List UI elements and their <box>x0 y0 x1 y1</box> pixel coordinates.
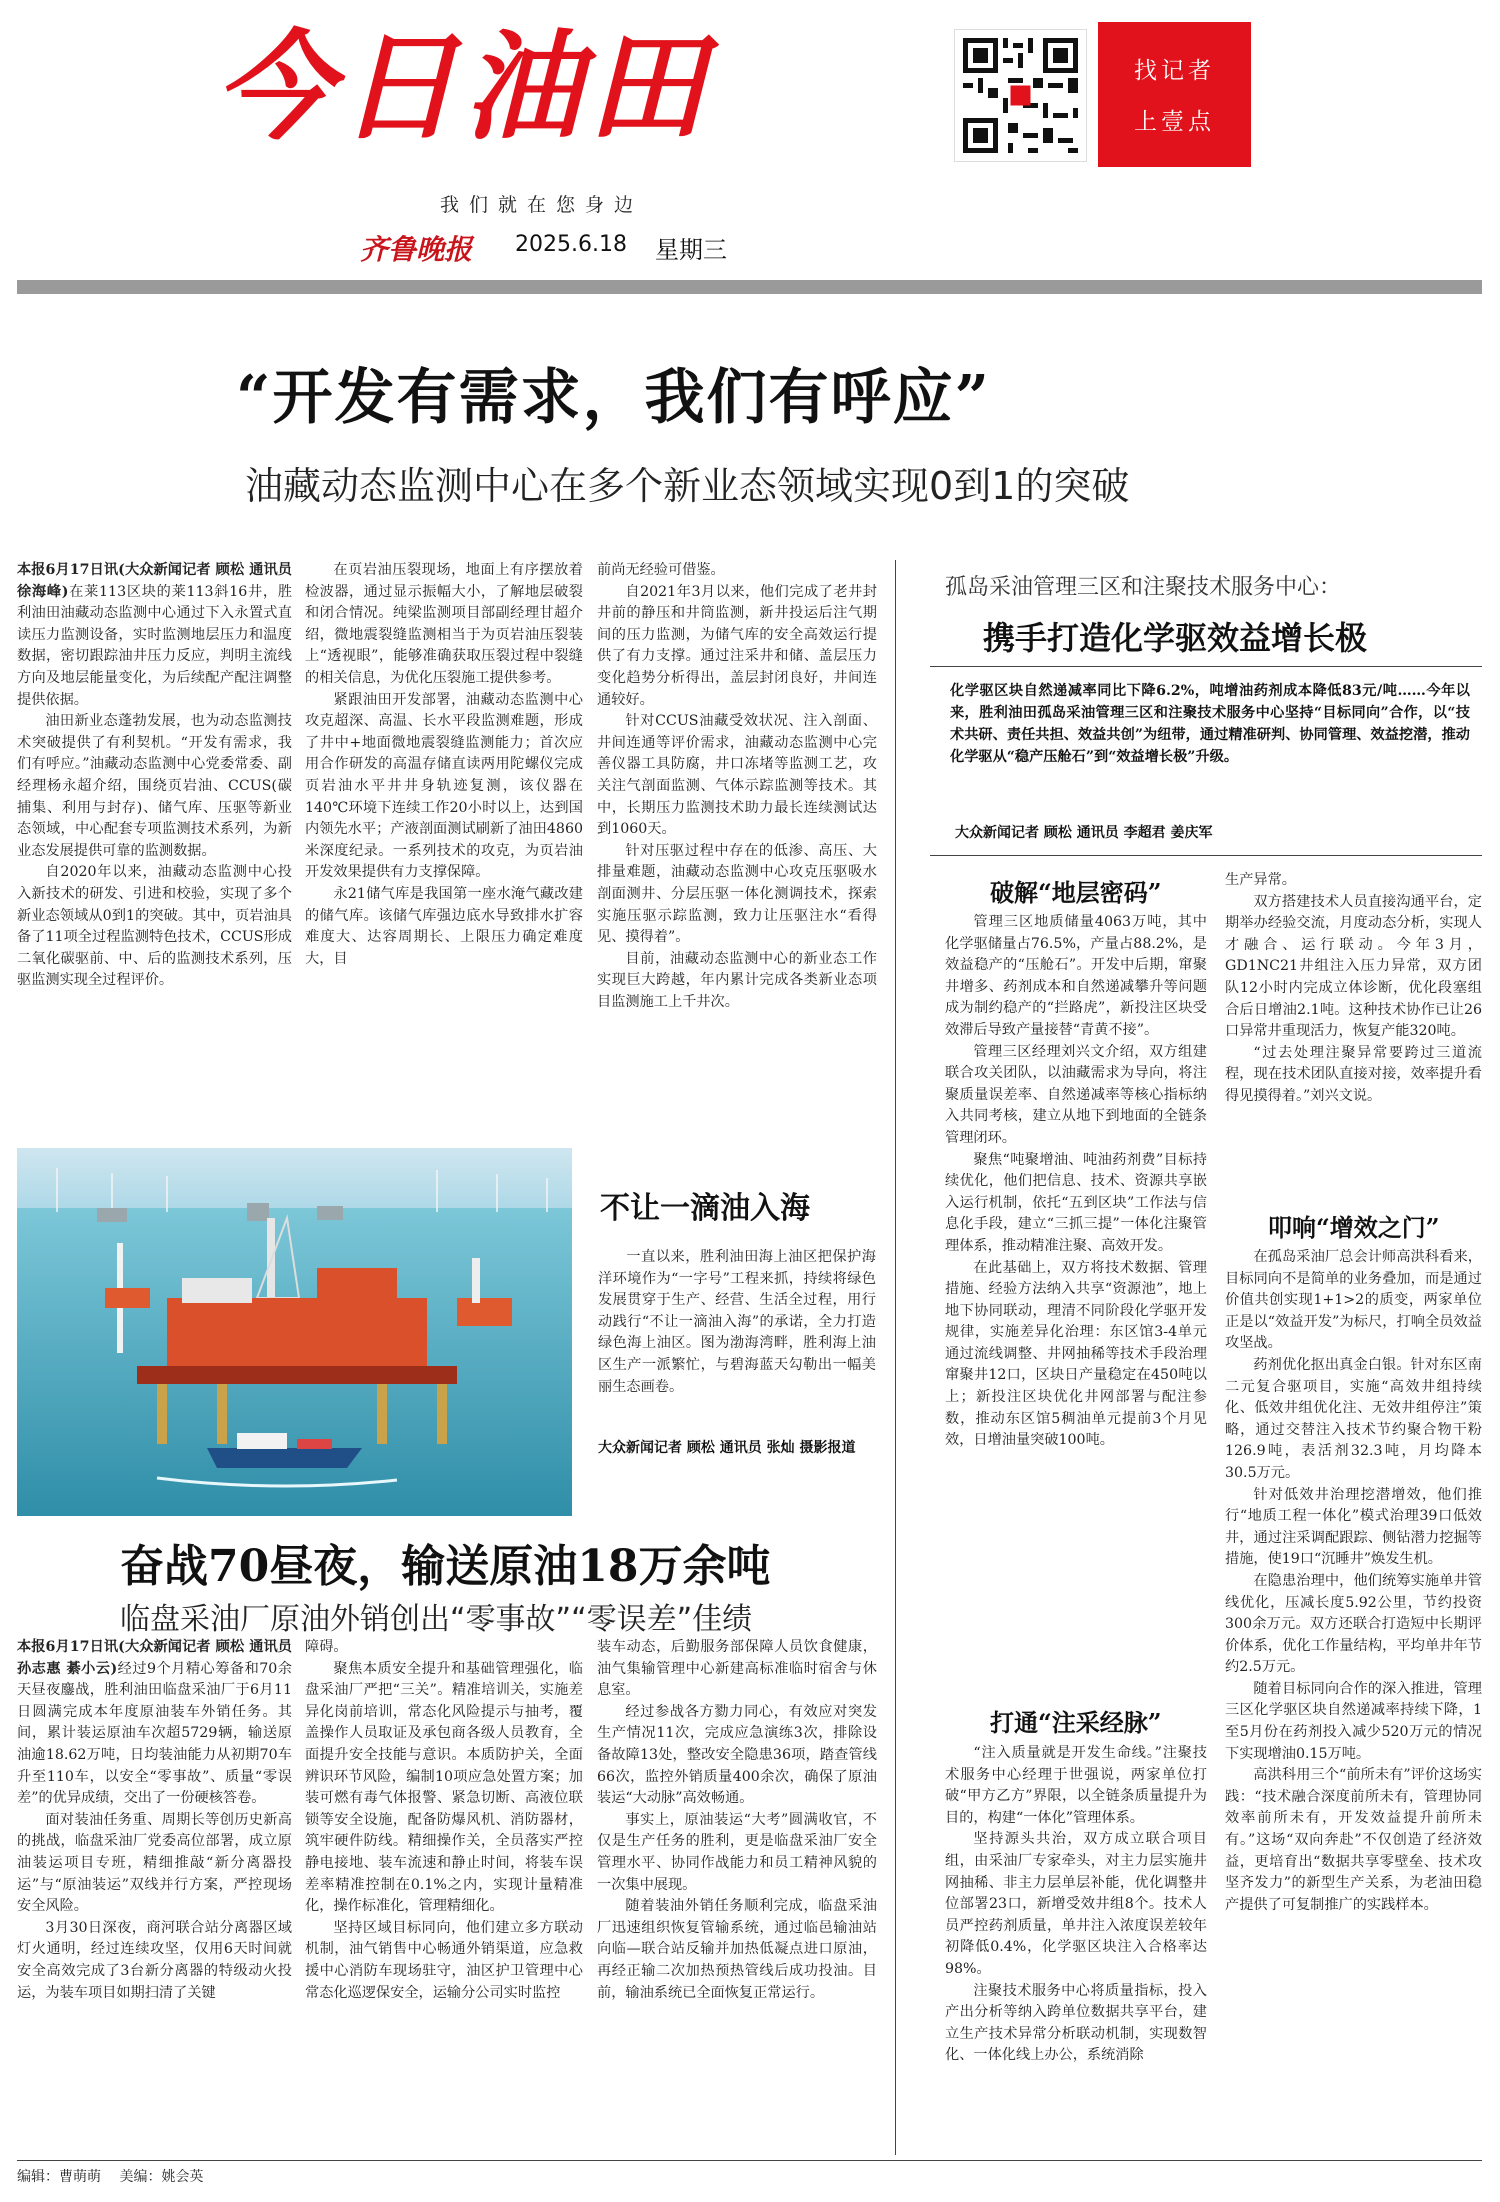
qr-code-icon[interactable] <box>955 30 1086 161</box>
offshore-platform-photo <box>17 1148 572 1516</box>
article1-column-2 <box>305 560 583 1135</box>
article2-lead-byline: 本报6月17日讯(大众新闻记者 顾松 通讯员 孙志惠 綦小云) <box>17 1639 292 1677</box>
article1-paragraph: 目前，油藏动态监测中心的新业态工作实现巨大跨越，年内累计完成各类新业态项目监测施工上千井次。 <box>597 950 877 1010</box>
article2-paragraph: 聚焦本质安全提升和基础管理强化，临盘采油厂严把“三关”。精准培训关，实施差异化岗前培训，常态化风险提示与抽考，覆盖操作人员取证及承包商各级人员教育，全面提升安全技能与意识。本质防护关，全面辨识环节风险，编制10项应急处置方案；加装可燃有毒气体报警、紧急切断、高液位联锁等安全设施，配备防爆风机、消防器材，筑牢硬件防线。精细操作关，全员落实严控静电接地、装车流速和静止时间，将装车误差率精准控制在0.1%之内，实现计量精准化，操作标准化，管理精细化。 <box>305 1660 583 1915</box>
article3-paragraph: 生产异常。 <box>1225 872 1296 888</box>
newspaper-logo: 齐鲁晚报 <box>360 233 473 266</box>
article2-paragraph: 随着装油外销任务顺利完成，临盘采油厂迅速组织恢复管输系统，通过临邑输油站向临—联合站反输并加热低凝点进口原油，再经正输二次加热预热管线后成功投油。目前，输油系统已全面恢复正常运行。 <box>597 1898 877 2001</box>
masthead-divider <box>17 280 1482 294</box>
promo-badge[interactable] <box>1098 22 1251 167</box>
article2-paragraph: 3月30日深夜，商河联合站分离器区域灯火通明，经过连续攻坚，仅用6天时间就安全高效完成了3台新分离器的特级动火投运，为装车项目如期扫清了关键 <box>17 1919 292 2001</box>
article3-paragraph: 针对低效井治理挖潜增效，他们推行“地质工程一体化”模式治理39口低效井，通过注采调配跟踪、侧钻潜力挖掘等措施，使19口“沉睡井”焕发生机。 <box>1225 1486 1482 1568</box>
masthead-motto: 我们就在您身边 <box>440 194 644 216</box>
article3-paragraph: 双方搭建技术人员直接沟通平台，定期举办经验交流，月度动态分析，实现人才融合、运行联动。今年3月，GD1NC21井组注入压力异常，双方团队12小时内完成立体诊断，优化段塞组合后日增油2.1吨。这种技术协作已让26口异常井重现活力，恢复产能320吨。 <box>1225 893 1482 1040</box>
article2-column-2 <box>305 1637 583 2152</box>
article3-rule <box>930 666 1482 667</box>
footer-designer: 美编：姚会英 <box>119 2169 204 2185</box>
article1-column-1 <box>17 560 292 1135</box>
article3-paragraph: 聚焦“吨聚增油、吨油药剂费”目标持续优化，他们把信息、技术、资源共享嵌入运行机制，依托“五到区块”工作法与信息化手段，建立“三抓三提”一体化注聚管理体系，推动精准注聚、高效开发。 <box>945 1151 1207 1254</box>
article1-headline: “开发有需求，我们有呼应” <box>236 363 992 433</box>
article2-paragraph: 面对装油任务重、周期长等创历史新高的挑战，临盘采油厂党委高位部署，成立原油装运项目专班，精细推敲“新分离器投运”与“原油装运”双线并行方案，严控现场安全风险。 <box>17 1811 292 1915</box>
article3-kicker: 孤岛采油管理三区和注聚技术服务中心： <box>945 575 1342 600</box>
article2-paragraph: 障碍。 <box>305 1639 348 1655</box>
article2-paragraph: 经过9个月精心筹备和70余天昼夜鏖战，胜利油田临盘采油厂于6月11日圆满完成本年度原油装车外销任务。其间，累计装运原油车次超5729辆，输送原油逾18.62万吨，日均装油能力从初期70车升至110车，以安全“零事故”、质量“零误差”的优异成绩，交出了一份硬核答卷。 <box>17 1660 292 1807</box>
article1-lead-byline: 本报6月17日讯(大众新闻记者 顾松 通讯员 徐海峰) <box>17 562 292 600</box>
article3-paragraph: 在隐患治理中，他们统筹实施单井管线优化，压减长度5.92公里，节约投资300余万元。双方还联合打造短中长期评价体系，优化工作量结构，平均单井年节约2.5万元。 <box>1225 1572 1482 1676</box>
article3-paragraph: “注入质量就是开发生命线。”注聚技术服务中心经理于世强说，两家单位打破“甲方乙方”界限，以全链条质量提升为目的，构建“一体化”管理体系。 <box>945 1745 1207 1826</box>
article2-paragraph: 坚持区域目标同向，他们建立多方联动机制，油气销售中心畅通外销渠道，应急救援中心消防车现场驻守，油区护卫管理中心常态化巡逻保安全，运输分公司实时监控 <box>305 1919 583 2001</box>
article3-paragraph: “过去处理注聚异常要跨过三道流程，现在技术团队直接对接，效率提升看得见摸得着。”刘兴文说。 <box>1225 1044 1482 1104</box>
article2-column-3 <box>597 1637 877 2152</box>
article2-paragraph: 装车动态，后勤服务部保障人员饮食健康，油气集输管理中心新建高标准临时宿舍与休息室。 <box>597 1639 877 1699</box>
article3-paragraph: 在孤岛采油厂总会计师高洪科看来，目标同向不是简单的业务叠加，而是通过价值共创实现1+1>2的质变，两家单位正是以“效益开发”为标尺，打响全员效益攻坚战。 <box>1225 1249 1482 1352</box>
photo-story-title: 不让一滴油入海 <box>600 1191 810 1226</box>
photo-story-paragraph: 一直以来，胜利油田海上油区把保护海洋环境作为“一字号”工程来抓，持续将绿色发展贯穿于生产、经营、生活全过程，用行动践行“不让一滴油入海”的承诺，全力打造绿色海上油区。图为渤海湾畔，胜利海上油区生产一派繁忙，与碧海蓝天勾勒出一幅美丽生态画卷。 <box>598 1249 876 1395</box>
article3-subheading-1: 破解“地层密码” <box>990 878 1162 907</box>
article3-column-1a <box>945 912 1207 1685</box>
article3-paragraph: 高洪科用三个“前所未有”评价这场实践：“技术融合深度前所未有，管理协同效率前所未有，开发效益提升前所未有。”这场“双向奔赴”不仅创造了经济效益，更培育出“数据共享零壁垒、技术攻坚齐发力”的新型生产关系，为老油田稳产提供了可复制推广的实践样本。 <box>1225 1767 1482 1913</box>
article2-paragraph: 经过参战各方勠力同心，有效应对突发生产情况11次，完成应急演练3次，排除设备故障13处，整改安全隐患36项，踏查管线66次，监控外销质量400余次，确保了原油装运“大动脉”高效畅通。 <box>597 1703 877 1807</box>
masthead-title: 今日油田 <box>215 18 712 156</box>
article3-paragraph: 药剂优化抠出真金白银。针对东区南二元复合驱项目，实施“高效井组持续化、低效井组优化注、无效井组停注”策略，通过交替注入技术节约聚合物干粉126.9吨，表活剂32.3吨，月均降本30.5万元。 <box>1225 1356 1482 1481</box>
article1-paragraph: 在莱113区块的莱113斜16井，胜利油田油藏动态监测中心通过下入永置式直读压力监测设备，实时监测地层压力和温度数据，密切跟踪油井压力反应，判明主流线方向及地层能量变化，为后续配产配注调整提供依据。 <box>17 583 292 708</box>
article2-headline: 奋战70昼夜，输送原油18万余吨 <box>120 1541 771 1592</box>
article1-paragraph: 前尚无经验可借鉴。 <box>597 562 725 578</box>
article3-paragraph: 随着目标同向合作的深入推进，管理三区化学驱区块自然递减率持续下降，1至5月份在药剂投入减少520万元的情况下实现增油0.15万吨。 <box>1225 1680 1482 1762</box>
article3-rule <box>930 855 1482 856</box>
article2-paragraph: 事实上，原油装运“大考”圆满收官，不仅是生产任务的胜利，更是临盘采油厂安全管理水平、协同作战能力和员工精神风貌的一次集中展现。 <box>597 1811 877 1893</box>
issue-weekday: 星期三 <box>655 236 727 264</box>
article3-byline: 大众新闻记者 顾松 通讯员 李超君 姜庆军 <box>955 825 1213 841</box>
footer-editor: 编辑：曹萌萌 <box>17 2169 101 2185</box>
page-footer <box>17 2166 203 2186</box>
article1-paragraph: 在页岩油压裂现场，地面上有序摆放着检波器，通过显示振幅大小，了解地层破裂和闭合情况。纯梁监测项目部副经理甘超介绍，微地震裂缝监测相当于为页岩油压裂装上“透视眼”，能够准确获取压裂过程中裂缝的相关信息，为优化压裂施工提供参考。 <box>305 562 583 686</box>
article3-paragraph: 注聚技术服务中心将质量指标，投入产出分析等纳入跨单位数据共享平台，建立生产技术异常分析联动机制，实现数智化、一体化线上办公，系统消除 <box>945 1982 1207 2064</box>
article3-paragraph: 管理三区地质储量4063万吨，其中化学驱储量占76.5%，产量占88.2%，是效益稳产的“压舱石”。开发中后期，窜聚井增多、药剂成本和自然递减攀升等问题成为制约稳产的“拦路虎”，新投注区块受效滞后导致产量接替“青黄不接”。 <box>945 914 1207 1038</box>
article3-paragraph: 管理三区经理刘兴文介绍，双方组建联合攻关团队，以油藏需求为导向，将注聚质量误差率、自然递减率等核心指标纳入共同考核，建立从地下到地面的全链条管理闭环。 <box>945 1043 1207 1146</box>
promo-line-2: 上壹点 <box>1134 109 1215 135</box>
article3-column-2b <box>1225 1247 1482 2153</box>
article2-subhead: 临盘采油厂原油外销创出“零事故”“零误差”佳绩 <box>120 1602 753 1637</box>
section-divider <box>895 560 896 2155</box>
article1-subhead: 油藏动态监测中心在多个新业态领域实现0到1的突破 <box>245 464 1130 508</box>
article3-lead: 化学驱区块自然递减率同比下降6.2%，吨增油药剂成本降低83元/吨……今年以来，胜利油田孤岛采油管理三区和注聚技术服务中心坚持“目标同向”合作，以“技术共研、责任共担、效益共创”为纽带，通过精准研判、协同管理、效益挖潜，推动化学驱从“稳产压舱石”到“效益增长极”升级。 <box>950 683 1470 765</box>
promo-line-1: 找记者 <box>1134 58 1215 84</box>
article1-paragraph: 自2020年以来，油藏动态监测中心投入新技术的研发、引进和校验，实现了多个新业态领域从0到1的突破。其中，页岩油具备了11项全过程监测特色技术，CCUS形成二氧化碳驱前、中、后的监测技术系列，压驱监测实现全过程评价。 <box>17 864 292 989</box>
article1-paragraph: 针对CCUS油藏受效状况、注入剖面、井间连通等评价需求，油藏动态监测中心完善仪器工具防腐，井口冻堵等监测工艺，攻关注气剖面监测、气体示踪监测等技术。其中，长期压力监测技术助力最长连续测试达到1060天。 <box>597 713 877 838</box>
article1-paragraph: 油田新业态蓬勃发展，也为动态监测技术突破提供了有利契机。“开发有需求，我们有呼应。”油藏动态监测中心党委常委、副经理杨永超介绍，围绕页岩油、CCUS(碳捕集、利用与封存)、储气库、压驱等新业态领域，中心配套专项监测技术系列，为新业态发展提供可靠的监测数据。 <box>17 713 292 859</box>
article3-subheading-2: 打通“注采经脉” <box>990 1708 1162 1737</box>
article3-headline: 携手打造化学驱效益增长极 <box>983 619 1368 657</box>
article3-paragraph: 坚持源头共治，双方成立联合项目组，由采油厂专家牵头，对主力层实施井网抽稀、非主力层单层补能，优化调整井位部署23口，新增受效井组8个。技术人员严控药剂质量，单井注入浓度误差较年初降低0.4%，化学驱区块注入合格率达98%。 <box>945 1831 1207 1977</box>
article3-paragraph: 在此基础上，双方将技术数据、管理措施、经验方法纳入共享“资源池”，地上地下协同联动，理清不同阶段化学驱开发规律，实施差异化治理：东区馆3-4单元通过流线调整、井网抽稀等技术手段治理窜聚井12口，区块日产量稳定在450吨以上；新投注区块优化井网部署与配注参数，推动东区馆5稠油单元提前3个月见效，日增油量突破100吨。 <box>945 1259 1207 1449</box>
photo-story-body <box>598 1247 876 1427</box>
article1-paragraph: 自2021年3月以来，他们完成了老井封井前的静压和井筒监测，新井投运后注气期间的压力监测，为储气库的安全高效运行提供了有力支撑。通过注采井和储、盖层压力变化趋势分析得出，盖层封闭良好，井间连通较好。 <box>597 583 877 708</box>
article3-column-2 <box>1225 870 1482 1195</box>
article1-paragraph: 针对压驱过程中存在的低渗、高压、大排量难题，油藏动态监测中心攻克压驱吸水剖面测井、分层压驱一体化测调技术，探索实施压驱示踪监测，致力让压驱注水“看得见、摸得着”。 <box>597 842 877 946</box>
issue-date: 2025.6.18 <box>515 232 627 257</box>
article3-column-1b <box>945 1743 1207 2153</box>
article2-column-1 <box>17 1637 292 2152</box>
photo-story-credit: 大众新闻记者 顾松 通讯员 张灿 摄影报道 <box>598 1440 856 1456</box>
article1-paragraph: 永21储气库是我国第一座水淹气藏改建的储气库。该储气库强边底水导致排水扩容难度大、达容周期长、上限压力确定难度大，目 <box>305 885 583 967</box>
article1-column-3 <box>597 560 877 1135</box>
footer-rule <box>17 2160 1482 2161</box>
article1-paragraph: 紧跟油田开发部署，油藏动态监测中心攻克超深、高温、长水平段监测难题，形成了井中+地面微地震裂缝监测能力；首次应用合作研发的高温存储直读两用陀螺仪完成页岩油水平井井身轨迹复测，该仪器在140℃环境下连续工作20小时以上，达到国内领先水平；产液剖面测试刷新了油田4860米深度纪录。一系列技术的攻克，为页岩油开发效果提供有力支撑保障。 <box>305 691 583 881</box>
article3-subheading-3: 叩响“增效之门” <box>1268 1213 1440 1242</box>
